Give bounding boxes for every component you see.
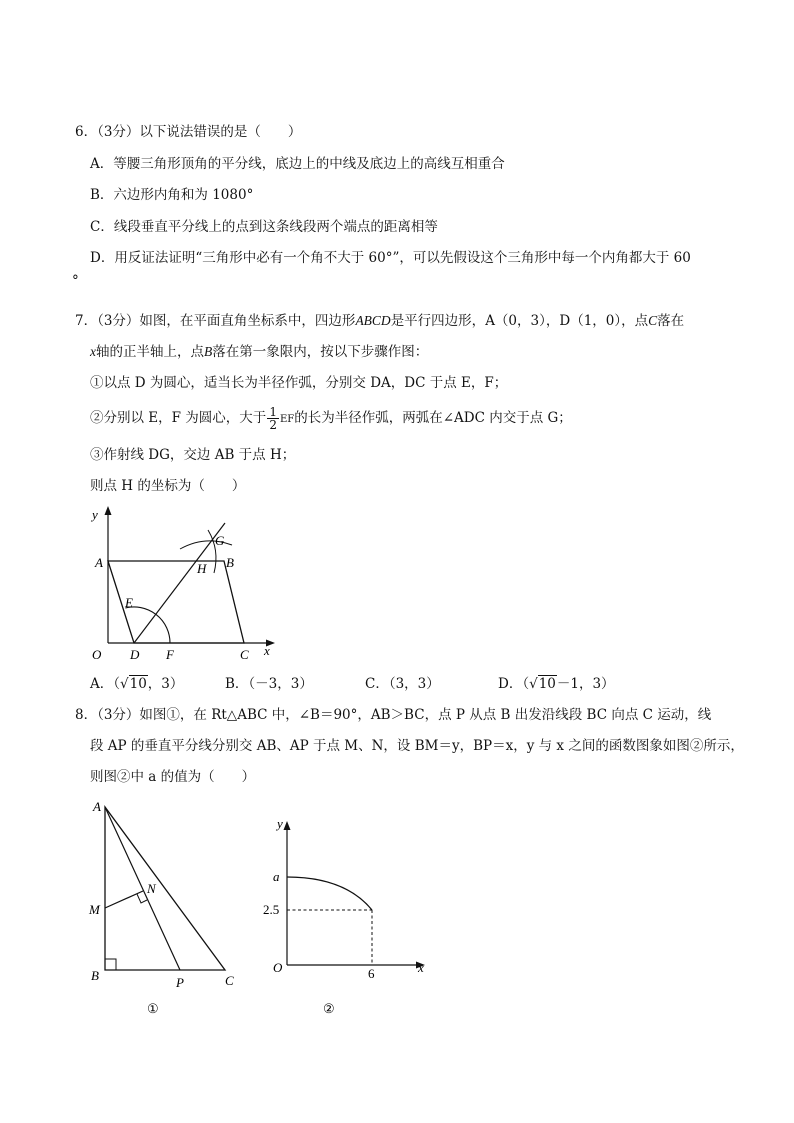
q8-fig2-caption: ②: [323, 1001, 335, 1016]
q8-fig1-label-n: N: [147, 881, 156, 896]
q7-figure: [80, 505, 290, 665]
q7-step2: ②分别以 E，F 为圆心，大于 $\frac{1}{2}$ EF的长为半径作弧，两弧在∠ADC 内交于点 G；: [90, 405, 572, 432]
q6-stem: 6．（3分）以下说法错误的是（ ）: [75, 124, 302, 140]
q8-fig1-label-c: C: [225, 973, 234, 988]
q8-fig1-label-a: A: [93, 799, 101, 814]
q8-fig2-label-y: y: [277, 816, 283, 831]
q7-fig-label-e: E: [125, 595, 133, 610]
q7-fig-label-o: O: [92, 647, 102, 662]
q7-stem: 7．（3分）如图，在平面直角坐标系中，四边形ABCD是平行四边形，A（0，3），D（1，0），点C落在: [75, 313, 685, 329]
q8-fig2-label-o: O: [273, 960, 283, 975]
q7-ask: 则点 H 的坐标为（ ）: [90, 478, 246, 494]
q6-option-b: B．六边形内角和为 1080°: [90, 187, 254, 203]
q6-option-a: A．等腰三角形顶角的平分线，底边上的中线及底边上的高线互相重合: [90, 156, 505, 172]
q7-option-b: B．（－3，3）: [225, 676, 313, 692]
q8-fig2-label-6: 6: [368, 966, 375, 981]
q7-option-a: A．（√10，3）: [90, 676, 184, 692]
q7-stem-line2: x轴的正半轴上，点B落在第一象限内，按以下步骤作图：: [90, 344, 429, 360]
q7-fig-label-y: y: [92, 507, 98, 522]
q8-fig1-label-m: M: [89, 902, 100, 917]
q6-option-d: D．用反证法证明“三角形中必有一个角不大于 60°”，可以先假设这个三角形中每一个内角都大于 60: [90, 250, 691, 266]
q7-option-d: D．（√10－1，3）: [498, 676, 615, 692]
q7-fig-label-d: D: [130, 647, 140, 662]
q7-fig-label-h: H: [197, 561, 207, 576]
q8-stem-line3: 则图②中 a 的值为（ ）: [90, 769, 256, 785]
q8-fig2-label-a: a: [273, 869, 280, 884]
q8-stem-line1: 8．（3分）如图①，在 Rt△ABC 中，∠B＝90°，AB＞BC，点 P 从点 B 出发沿线段 BC 向点 C 运动，线: [75, 707, 712, 723]
q8-fig2-label-x: x: [418, 960, 424, 975]
q8-figure-2: [255, 810, 440, 1020]
q6-option-d-cont: °: [72, 273, 79, 289]
q8-figure-1: [85, 795, 250, 1020]
q7-fig-label-c: C: [240, 647, 249, 662]
q8-fig1-label-p: P: [176, 975, 184, 990]
q7-fig-label-g: G: [215, 533, 225, 548]
q7-step1: ①以点 D 为圆心，适当长为半径作弧，分别交 DA，DC 于点 E，F；: [90, 375, 508, 391]
q7-fig-label-b: B: [226, 555, 234, 570]
q7-step3: ③作射线 DG，交边 AB 于点 H；: [90, 447, 296, 463]
q8-fig1-caption: ①: [147, 1001, 159, 1016]
q8-stem-line2: 段 AP 的垂直平分线分别交 AB、AP 于点 M、N，设 BM＝y，BP＝x，y 与 x 之间的函数图象如图②所示，: [90, 738, 744, 754]
q7-fig-label-x: x: [264, 643, 270, 658]
q7-fig-label-a: A: [95, 555, 103, 570]
q8-fig2-label-2-5: 2.5: [263, 902, 280, 917]
q7-option-c: C．（3，3）: [365, 676, 440, 692]
q8-fig1-label-b: B: [91, 968, 99, 983]
q7-fig-label-f: F: [166, 647, 174, 662]
q6-option-c: C．线段垂直平分线上的点到这条线段两个端点的距离相等: [90, 219, 438, 235]
